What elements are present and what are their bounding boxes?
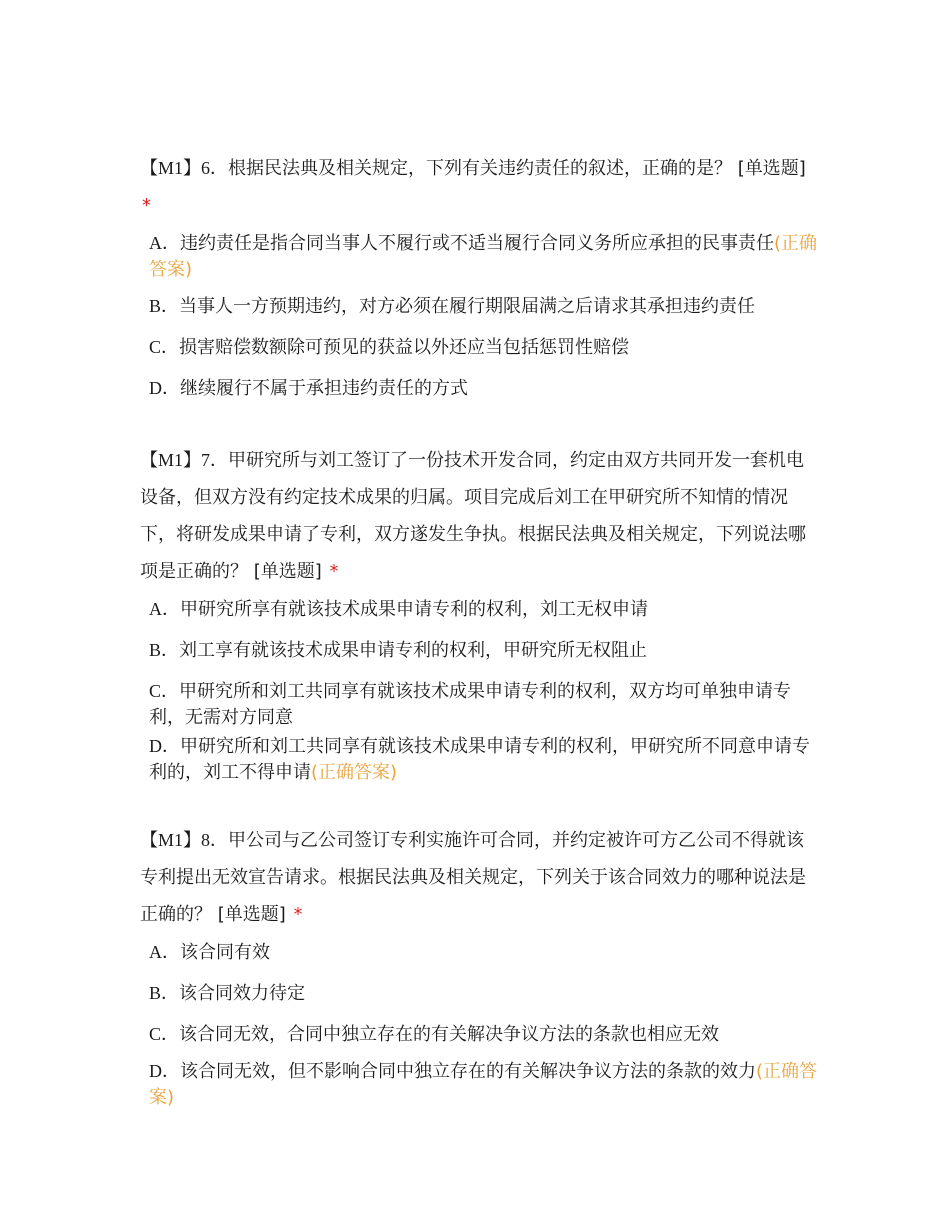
correct-answer-label: (正确答案)	[149, 1061, 818, 1108]
option-letter: A．	[149, 942, 180, 962]
required-mark: *	[329, 561, 339, 582]
option-text: 该合同无效，合同中独立存在的有关解决争议方法的条款也相应无效	[179, 1024, 720, 1045]
correct-answer-label: (正确答案)	[311, 762, 398, 783]
option-b[interactable]	[149, 637, 820, 664]
option-letter: C．	[149, 1024, 180, 1044]
option-text: 甲研究所和刘工共同享有就该技术成果申请专利的权利，双方均可单独申请专利，无需对方同意	[149, 681, 792, 728]
option-a[interactable]	[149, 596, 820, 623]
option-text: 当事人一方预期违约，对方必须在履行期限届满之后请求其承担违约责任	[179, 296, 756, 317]
option-d[interactable]	[149, 375, 820, 402]
option-d[interactable]	[149, 1058, 820, 1111]
option-text: 甲研究所和刘工共同享有就该技术成果申请专利的权利，甲研究所不同意申请专利的，刘工不得申请	[149, 736, 810, 783]
option-letter: B．	[149, 296, 180, 316]
option-letter: B．	[149, 640, 180, 660]
option-letter: C．	[149, 337, 180, 357]
question-type: [单选题]	[217, 904, 286, 925]
question-type: [单选题]	[253, 561, 322, 582]
question-type: [单选题]	[737, 158, 806, 179]
correct-answer-label: (正确答案)	[149, 233, 818, 280]
option-c[interactable]	[149, 334, 820, 361]
question-tag: 【M1】	[140, 450, 202, 470]
option-text: 刘工享有就该技术成果申请专利的权利，甲研究所无权阻止	[179, 640, 648, 661]
question-number: 6．	[201, 158, 229, 178]
option-c[interactable]	[149, 1021, 820, 1048]
option-d[interactable]	[149, 733, 820, 786]
option-text: 甲研究所享有就该技术成果申请专利的权利，刘工无权申请	[180, 599, 648, 620]
question-6	[140, 150, 820, 416]
option-text: 该合同无效，但不影响合同中独立存在的有关解决争议方法的条款的效力	[180, 1061, 756, 1082]
question-8	[140, 822, 820, 1113]
question-7	[140, 442, 820, 788]
question-tag: 【M1】	[140, 158, 202, 178]
option-letter: D．	[149, 736, 180, 756]
question-stem	[140, 442, 820, 590]
option-a[interactable]	[149, 230, 820, 283]
option-text: 该合同效力待定	[179, 983, 306, 1004]
options-list	[140, 939, 820, 1111]
option-text: 违约责任是指合同当事人不履行或不适当履行合同义务所应承担的民事责任	[180, 233, 774, 254]
option-a[interactable]	[149, 939, 820, 966]
option-b[interactable]	[149, 980, 820, 1007]
option-letter: A．	[149, 599, 180, 619]
option-letter: C．	[149, 681, 180, 701]
question-number: 7．	[201, 450, 229, 470]
option-c[interactable]	[149, 678, 820, 731]
question-number: 8．	[201, 830, 229, 850]
question-text: 甲公司与乙公司签订专利实施许可合同，并约定被许可方乙公司不得就该专利提出无效宣告请求。根据民法典及相关规定，下列关于该合同效力的哪种说法是正确的？	[140, 830, 806, 925]
question-stem	[140, 822, 820, 933]
option-letter: A．	[149, 233, 180, 253]
question-text: 根据民法典及相关规定，下列有关违约责任的叙述，正确的是？	[228, 158, 733, 179]
question-stem	[140, 150, 820, 224]
option-text: 继续履行不属于承担违约责任的方式	[180, 378, 468, 399]
option-letter: B．	[149, 983, 180, 1003]
options-list	[140, 230, 820, 402]
option-letter: D．	[149, 1061, 180, 1081]
required-mark: *	[293, 904, 303, 925]
option-text: 损害赔偿数额除可预见的获益以外还应当包括惩罚性赔偿	[179, 337, 630, 358]
required-mark: *	[142, 195, 151, 216]
question-text: 甲研究所与刘工签订了一份技术开发合同，约定由双方共同开发一套机电设备，但双方没有约定技术成果的归属。项目完成后刘工在甲研究所不知情的情况下，将研发成果申请了专利，双方遂发生争执。根据民法典及相关规定，下列说法哪项是正确的？	[140, 450, 806, 582]
option-letter: D．	[149, 378, 180, 398]
option-b[interactable]	[149, 293, 820, 320]
options-list	[140, 596, 820, 786]
option-text: 该合同有效	[180, 942, 270, 963]
question-tag: 【M1】	[140, 830, 202, 850]
